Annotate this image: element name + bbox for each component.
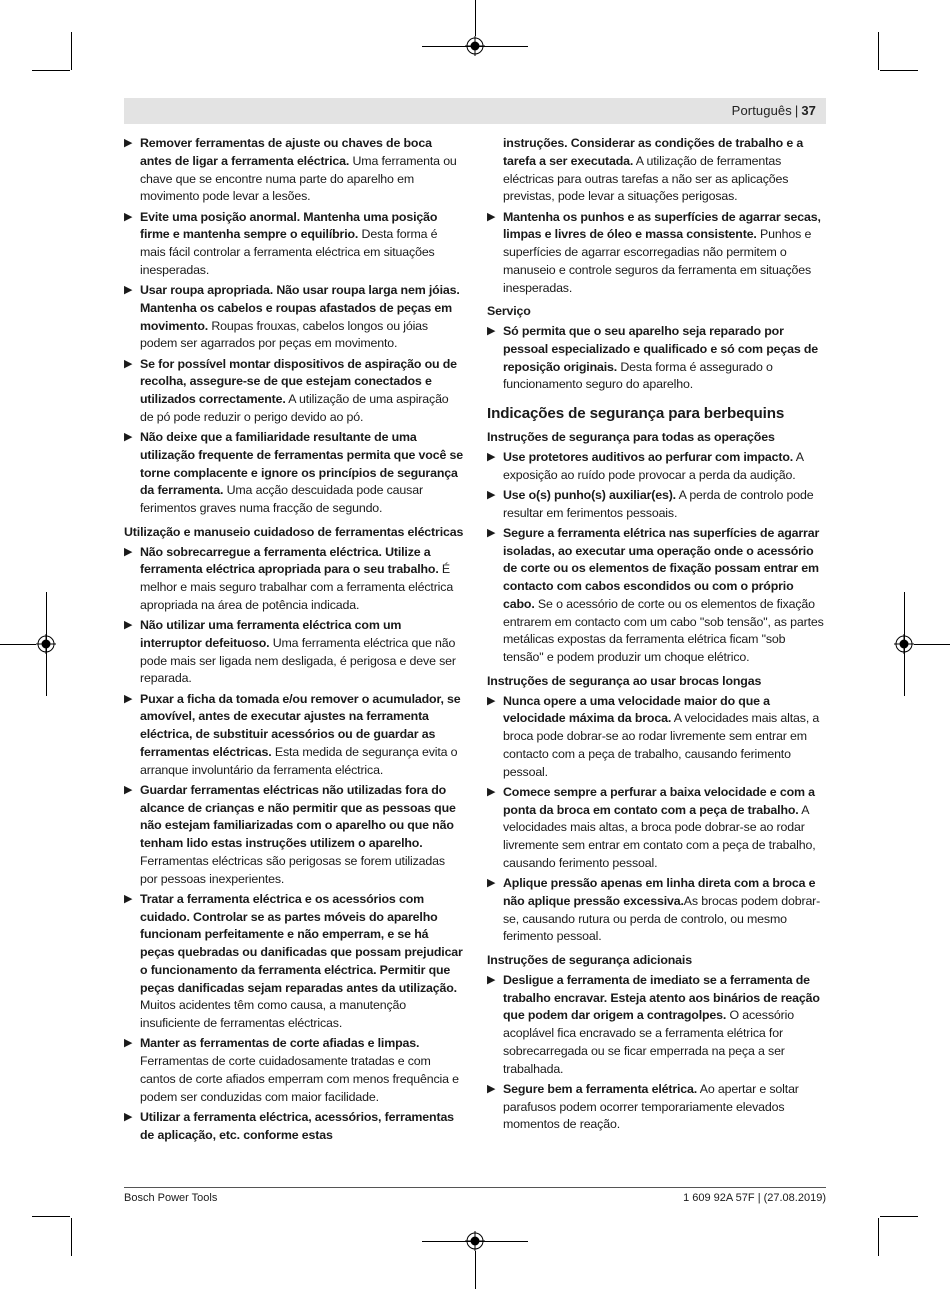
list-item-bold: Não deixe que a familiaridade resultante de uma utilização frequente de ferramentas permita que você se torne complacente e ignore os princípios de segurança da ferramenta. [140, 430, 463, 498]
bullet-triangle-icon: ▶ [124, 1110, 133, 1123]
list-item-text: Ao apertar e soltar parafusos podem ocorrer temporariamente elevados momentos de reação. [503, 1081, 799, 1132]
list-item-text: Punhos e superfícies de agarrar escorregadias não permitem o manuseio e controle seguros da ferramenta em situações inesperadas. [503, 227, 812, 295]
list-item [487, 1081, 827, 1134]
list-item-text: Muitos acidentes têm como causa, a manutenção insuficiente de ferramentas eléctricas. [140, 998, 406, 1030]
crop-mark [32, 70, 70, 71]
bullet-triangle-icon: ▶ [487, 210, 496, 223]
crop-mark [904, 592, 905, 696]
list-item [487, 487, 827, 523]
list-item-bold: Evite uma posição anormal. Mantenha uma posição firme e mantenha sempre o equilíbrio. [140, 209, 438, 242]
crop-mark [914, 644, 950, 645]
list-item [487, 209, 827, 298]
right-column [487, 135, 827, 1137]
footer-doc-ref: 1 609 92A 57F | (27.08.2019) [683, 1192, 826, 1204]
list-item [124, 1035, 464, 1106]
subheading-servico: Serviço [487, 304, 531, 319]
list-item [124, 209, 464, 280]
crop-mark [475, 0, 476, 36]
list-item [487, 449, 827, 485]
list-item [124, 891, 464, 1033]
all-operations-bullet-list [487, 449, 827, 667]
list-item-text: Se o acessório de corte ou os elementos de fixação entrarem em contacto com um cabo "sob tensão", as partes metálicas expostas da ferramenta elétrica ficam "sob tensão" e podem produzir um choque elétrico. [503, 596, 824, 664]
service-bullet-list [487, 323, 827, 394]
bullet-triangle-icon: ▶ [487, 526, 496, 539]
list-item-bold: Desligue a ferramenta de imediato se a ferramenta de trabalho encravar. Esteja atento aos binários de reação que podem dar origem a contragolpes. [503, 972, 820, 1023]
bullet-triangle-icon: ▶ [124, 284, 133, 296]
crop-mark [32, 1216, 70, 1217]
list-item-text: A velocidades mais altas, a broca pode dobrar-se ao rodar livremente sem entrar em contato com a peça de trabalho, causando ferimento pessoal. [503, 802, 816, 870]
list-item-bold: Comece sempre a perfurar a baixa velocidade e com a ponta da broca em contato com a peça de trabalho. [503, 784, 815, 817]
list-item [487, 875, 827, 946]
list-item-bold: Mantenha os punhos e as superfícies de agarrar secas, limpas e livres de óleo e massa consistente. [503, 209, 821, 242]
list-item-text: Ferramentas eléctricas são perigosas se forem utilizadas por pessoas inexperientes. [140, 853, 445, 886]
bullet-triangle-icon: ▶ [487, 877, 496, 889]
continuation-bold: instruções. Considerar as condições de trabalho e a tarefa a ser executada. [503, 136, 804, 168]
list-item-bold: Tratar a ferramenta eléctrica e os acessórios com cuidado. Controlar se as partes móveis do aparelho funcionam perfeitamente e não emperram, e se há peças quebradas ou danificadas que possam prejudicar o funcionamento da ferramenta eléctrica. Permitir que peças danificadas sejam reparadas antes da utilização. [140, 891, 463, 995]
list-item [487, 693, 827, 782]
section-title: Indicações de segurança para berbequins [487, 405, 785, 422]
crop-mark [878, 1218, 879, 1256]
bullet-triangle-icon: ▶ [124, 783, 133, 796]
bullet-triangle-icon: ▶ [124, 892, 133, 905]
list-item-text: A perda de controlo pode resultar em ferimentos pessoais. [503, 487, 814, 520]
subheading-all-operations: Instruções de segurança para todas as operações [487, 430, 775, 444]
list-item [124, 356, 464, 427]
list-item-text: A velocidades mais altas, a broca pode dobrar-se ao rodar livremente sem entrar em contacto com a peça de trabalho, causando ferimento pessoal. [503, 711, 820, 779]
bullet-triangle-icon: ▶ [124, 619, 133, 631]
crop-mark [880, 70, 918, 71]
list-item-bold: Só permita que o seu aparelho seja reparado por pessoal especializado e qualificado e só com peças de reposição originais. [503, 324, 819, 374]
page-header [124, 98, 826, 124]
list-item [124, 544, 464, 615]
crop-mark [71, 1218, 72, 1256]
left-bullet-list-1 [124, 135, 464, 518]
bullet-triangle-icon: ▶ [487, 325, 496, 337]
bullet-triangle-icon: ▶ [487, 1082, 496, 1095]
list-item [124, 617, 464, 688]
list-item-bold: Guardar ferramentas eléctricas não utilizadas fora do alcance de crianças e não permitir que as pessoas que não estejam familiarizadas com o aparelho ou que não tenham lido estas instruções utilizem o aparelho. [140, 782, 456, 850]
list-item-bold: Manter as ferramentas de corte afiadas e limpas. [140, 1036, 420, 1051]
header-text: Português | 37 [731, 103, 816, 118]
crop-mark [878, 32, 879, 70]
left-bullet-list-2 [124, 544, 464, 1145]
list-item-bold: Não utilizar uma ferramenta eléctrica com um interruptor defeituoso. [140, 618, 402, 650]
left-column [124, 135, 464, 1147]
list-item [124, 282, 464, 353]
crop-mark [0, 644, 36, 645]
bullet-triangle-icon: ▶ [124, 210, 133, 223]
list-item-text: Esta medida de segurança evita o arranque involuntário da ferramenta eléctrica. [140, 744, 458, 777]
subheading-long-drills: Instruções de segurança ao usar brocas longas [487, 673, 762, 688]
bullet-triangle-icon: ▶ [124, 692, 133, 705]
footer-brand: Bosch Power Tools [124, 1192, 218, 1204]
list-item-text: Ferramentas de corte cuidadosamente tratadas e com cantos de corte afiados emperram com menos frequência e podem ser conduzidas com maior facilidade. [140, 1054, 459, 1104]
list-item [124, 691, 464, 780]
list-item-text: Desta forma é mais fácil controlar a ferramenta eléctrica em situações inesperadas. [140, 227, 438, 277]
bullet-triangle-icon: ▶ [487, 488, 496, 501]
list-item-text: É melhor e mais seguro trabalhar com a ferramenta eléctrica apropriada na área de potência indicada. [140, 562, 454, 612]
list-item-text: Desta forma é assegurado o funcionamento seguro do aparelho. [503, 359, 773, 392]
bullet-triangle-icon: ▶ [124, 357, 133, 370]
list-item-bold: Usar roupa apropriada. Não usar roupa larga nem jóias. Mantenha os cabelos e roupas afastados de peças em movimento. [140, 283, 460, 333]
list-item [487, 323, 827, 394]
bullet-triangle-icon: ▶ [487, 973, 496, 986]
list-item-bold: Segure a ferramenta elétrica nas superfícies de agarrar isoladas, ao executar uma operação onde o acessório de corte ou os elementos de fixação possam entrar em contacto com cabos escondidos ou com o próprio cabo. [503, 525, 820, 611]
list-item-text: A exposição ao ruído pode provocar a perda da audição. [503, 449, 804, 482]
list-item [124, 1109, 464, 1145]
list-item [124, 782, 464, 889]
crop-mark [71, 32, 72, 70]
bullet-triangle-icon: ▶ [124, 137, 133, 149]
crop-mark [880, 1216, 918, 1217]
bullet-triangle-icon: ▶ [487, 694, 496, 707]
list-item-bold: Remover ferramentas de ajuste ou chaves de boca antes de ligar a ferramenta eléctrica. [140, 136, 432, 168]
list-item [487, 525, 827, 667]
list-item-bold: Use protetores auditivos ao perfurar com impacto. [503, 449, 794, 464]
crop-mark [46, 592, 47, 696]
continuation-paragraph [487, 135, 827, 206]
bullet-triangle-icon: ▶ [124, 545, 133, 558]
list-item-text: O acessório acoplável fica encravado se a ferramenta elétrica for sobrecarregada ou se ficar emperrada na peça a ser trabalhada. [503, 1008, 794, 1076]
list-item-text: Uma ferramenta ou chave que se encontre numa parte do aparelho em movimento pode levar a lesões. [140, 153, 457, 204]
list-item [487, 972, 827, 1079]
long-drills-bullet-list [487, 693, 827, 947]
subheading-utilizacao: Utilização e manuseio cuidadoso de ferramentas eléctricas [124, 524, 464, 539]
list-item-bold: Aplique pressão apenas em linha direta com a broca e não aplique pressão excessiva. [503, 876, 816, 908]
list-item-text: As brocas podem dobrar-se, causando rutura ou perda de controlo, ou mesmo ferimento pessoal. [503, 893, 821, 944]
crop-mark [422, 46, 528, 47]
list-item [124, 135, 464, 206]
list-item [487, 784, 827, 873]
list-item-text: A utilização de uma aspiração de pó pode reduzir o perigo devido ao pó. [140, 392, 449, 424]
bullet-triangle-icon: ▶ [487, 450, 496, 463]
crop-mark [422, 1241, 528, 1242]
list-item-bold: Use o(s) punho(s) auxiliar(es). [503, 487, 676, 502]
list-item [124, 429, 464, 518]
list-item-text: Uma ferramenta eléctrica que não pode mais ser ligada nem desligada, é perigosa e deve ser reparada. [140, 635, 456, 686]
list-item-bold: Se for possível montar dispositivos de aspiração ou de recolha, assegure-se de que estejam conectados e utilizados correctamente. [140, 356, 457, 406]
list-item-bold: Segure bem a ferramenta elétrica. [503, 1081, 698, 1096]
list-item-bold: Nunca opere a uma velocidade maior do que a velocidade máxima da broca. [503, 693, 770, 726]
page-number: 37 [801, 103, 816, 118]
header-language: Português [731, 103, 792, 118]
bullet-triangle-icon: ▶ [124, 1037, 133, 1050]
continuation-text: A utilização de ferramentas eléctricas para outras tarefas a não ser as aplicações previstas, pode levar a situações perigosas. [503, 153, 789, 204]
crop-mark [475, 1251, 476, 1289]
subheading-additional: Instruções de segurança adicionais [487, 953, 692, 967]
additional-bullet-list [487, 972, 827, 1134]
right-bullet-list-1 [487, 209, 827, 298]
bullet-triangle-icon: ▶ [124, 431, 133, 443]
list-item-bold: Utilizar a ferramenta eléctrica, acessórios, ferramentas de aplicação, etc. conforme estas [140, 1109, 454, 1142]
list-item-text: Roupas frouxas, cabelos longos ou jóias podem ser agarrados por peças em movimento. [140, 318, 428, 351]
footer-rule [124, 1187, 826, 1188]
list-item-bold: Puxar a ficha da tomada e/ou remover o acumulador, se amovível, antes de executar ajustes na ferramenta eléctrica, de substituir acessórios ou de guardar as ferramentas eléctricas. [140, 691, 461, 759]
list-item-bold: Não sobrecarregue a ferramenta eléctrica. Utilize a ferramenta eléctrica apropriada para o seu trabalho. [140, 544, 439, 577]
bullet-triangle-icon: ▶ [487, 785, 496, 798]
list-item-text: Uma acção descuidada pode causar ferimentos graves numa fracção de segundo. [140, 483, 423, 515]
